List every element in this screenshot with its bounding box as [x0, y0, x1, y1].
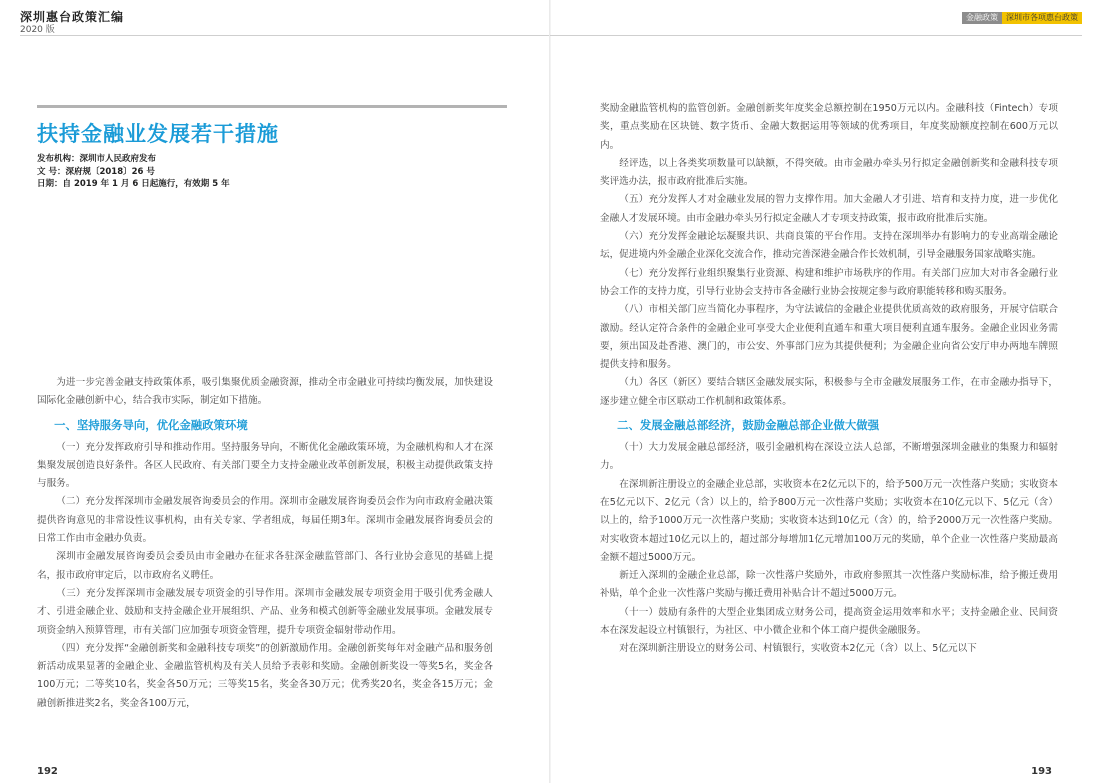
paragraph: （一）充分发挥政府引导和推动作用。坚持服务导向，不断优化金融政策环境，为金融机构和人才在深集聚发展创造良好条件。各区人民政府、有关部门要全力支持金融业改革创新发展，积极主动提供政策支持与服务。 [37, 441, 493, 490]
paragraph: 深圳市金融发展咨询委员会委员由市金融办在征求各驻深金融监管部门、各行业协会意见的基础上提名，报市政府审定后，以市政府名义聘任。 [37, 551, 493, 581]
section-heading-1: 一、坚持服务导向，优化金融政策环境 [54, 417, 248, 432]
paragraph: （五）充分发挥人才对金融业发展的智力支撑作用。加大金融人才引进、培育和支持力度，进一步优化金融人才发展环境。由市金融办牵头另行拟定金融人才专项支持政策，报市政府批准后实施。 [600, 194, 1058, 224]
paragraph: 新迁入深圳的金融企业总部，除一次性落户奖励外，市政府参照其一次性落户奖励标准，给予搬迁费用补贴，单个企业一次性落户奖励与搬迁费用补贴合计不超过5000万元。 [600, 570, 1058, 600]
right-page [550, 0, 1100, 783]
meta-date: 日期：自 2019 年 1 月 6 日起施行，有效期 5 年 [37, 179, 230, 189]
tag-financial-policy: 金融政策 [962, 12, 1002, 24]
left-text-column [37, 374, 493, 713]
edition-year: 2020 版 [20, 25, 55, 35]
paragraph: （二）充分发挥深圳市金融发展咨询委员会的作用。深圳市金融发展咨询委员会作为向市政府金融决策提供咨询意见的非常设性议事机构，由有关专家、学者组成，每届任期3年。深圳市金融发展咨询委员会的日常工作由市金融办负责。 [37, 496, 493, 545]
section-heading-2: 二、发展金融总部经济，鼓励金融总部企业做大做强 [617, 418, 880, 433]
category-tags [962, 12, 1082, 24]
page-number-right: 193 [1031, 766, 1052, 777]
book-title: 深圳惠台政策汇编 [20, 10, 125, 24]
paragraph: （四）充分发挥“金融创新奖和金融科技专项奖”的创新激励作用。金融创新奖每年对金融产品和服务创新活动成果显著的金融企业、金融监管机构及有关人员给予表彰和奖励。金融创新奖设一等奖5名，奖金各100万元；二等奖10名，奖金各50万元；三等奖15名，奖金各30万元；优秀奖20名，奖金各15万元；金融创新推进奖2名，奖金各100万元， [37, 642, 493, 709]
header-divider [20, 35, 550, 36]
paragraph: 在深圳新注册设立的金融企业总部，实收资本在2亿元以下的，给予500万元一次性落户奖励；实收资本在5亿元以下、2亿元（含）以上的，给予800万元一次性落户奖励；实收资本在10亿元以下、5亿元（含）以上的，给予1000万元一次性落户奖励；实收资本达到10亿元（含）的，给予2000万元一次性落户奖励。对实收资本超过10亿元以上的，超过部分每增加1亿元增加100万元的奖励，单个企业一次性落户奖励最高金额不超过5000万元。 [600, 478, 1058, 563]
intro-paragraph: 为进一步完善金融支持政策体系，吸引集聚优质金融资源，推动全市金融业可持续均衡发展，加快建设国际化金融创新中心，结合我市实际，制定如下措施。 [37, 377, 493, 407]
paragraph: （十一）鼓励有条件的大型企业集团成立财务公司，提高资金运用效率和水平；支持金融企业、民间资本在深发起设立村镇银行，为社区、中小微企业和个体工商户提供金融服务。 [600, 606, 1058, 637]
meta-document-number: 文 号：深府规〔2018〕26 号 [37, 166, 155, 177]
article-title: 扶持金融业发展若干措施 [37, 122, 279, 146]
paragraph: 对在深圳新注册设立的财务公司、村镇银行，实收资本2亿元（含）以上、5亿元以下 [619, 643, 977, 655]
article-meta [37, 153, 230, 191]
page-number-left: 192 [37, 766, 58, 777]
paragraph: （七）充分发挥行业组织聚集行业资源、构建和维护市场秩序的作用。有关部门应加大对市各金融行业协会工作的支持力度，引导行业协会支持市各金融行业协会按规定参与政府职能转移和购买服务。 [600, 267, 1058, 297]
paragraph: （九）各区（新区）要结合辖区金融发展实际，积极参与全市金融发展服务工作，在市金融办指导下，逐步建立健全市区联动工作机制和政策体系。 [600, 377, 1058, 407]
header-divider [550, 35, 1082, 36]
paragraph: （八）市相关部门应当简化办事程序，为守法诚信的金融企业提供优质高效的政府服务，开展守信联合激励。经认定符合条件的金融企业可享受大企业便利直通车和重大项目便利直通车服务。金融企业因业务需要，须出国及赴香港、澳门的，市公安、外事部门应为其提供便利；为金融企业向省公安厅申办两地车牌照提供支持和服务。 [600, 304, 1058, 371]
paragraph: （六）充分发挥金融论坛凝聚共识、共商良策的平台作用。支持在深圳举办有影响力的专业高端金融论坛，促进境内外金融企业深化交流合作，推动完善深港金融合作长效机制，引导金融服务国家战略实施。 [600, 231, 1058, 261]
paragraph: 经评选，以上各类奖项数量可以缺额，不得突破。由市金融办牵头另行拟定金融创新奖和金融科技专项奖评选办法，报市政府批准后实施。 [600, 157, 1058, 188]
continuation-paragraph: 奖励金融监管机构的监管创新。金融创新奖年度奖金总额控制在1950万元以内。金融科技（Fintech）专项奖，重点奖励在区块链、数字货币、金融大数据运用等领域的优秀项目，年度奖励额度控制在600万元以内。 [600, 103, 1058, 151]
title-rule [37, 105, 507, 108]
tag-section: 深圳市各项惠台政策 [1002, 12, 1082, 24]
right-text-column [600, 100, 1058, 659]
paragraph: （三）充分发挥深圳市金融发展专项资金的引导作用。深圳市金融发展专项资金用于吸引优秀金融人才、引进金融企业、鼓励和支持金融企业开展组织、产品、业务和模式创新等金融业发展事项。金融发展专项资金纳入预算管理，市有关部门应加强专项资金管理，提升专项资金辐射带动作用。 [37, 587, 493, 636]
meta-issuer: 发布机构：深圳市人民政府发布 [37, 154, 157, 164]
paragraph: （十）大力发展金融总部经济，吸引金融机构在深设立法人总部，不断增强深圳金融业的集聚力和辐射力。 [600, 442, 1058, 472]
